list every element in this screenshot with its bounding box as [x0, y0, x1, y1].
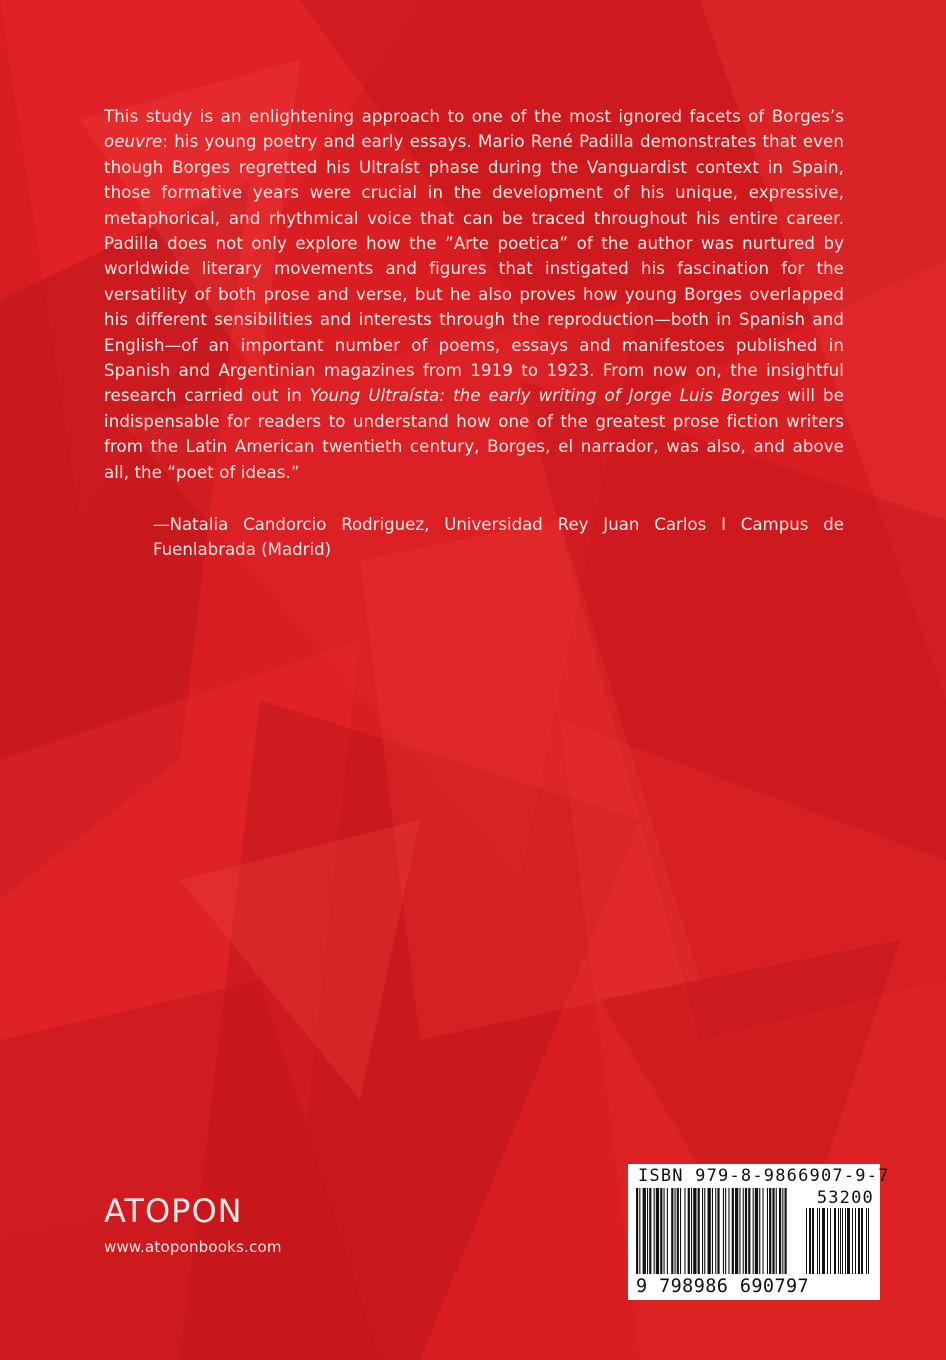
barcode-bar [702, 1188, 703, 1274]
barcode-bar [649, 1188, 651, 1274]
barcode-addon-bar [809, 1208, 811, 1274]
barcode-addon-bar [847, 1208, 850, 1274]
barcode-bar [767, 1188, 768, 1274]
barcode-bar [680, 1188, 681, 1274]
barcode-bar [753, 1188, 754, 1274]
barcode-bar [739, 1188, 740, 1274]
blurb-part-2: : his young poetry and early essays. Mario René Padilla demonstrates that even though Borges regretted his Ultraíst phase during the Vanguardist context in Spain, those formative years were crucial in the development of his unique, expressive, metaphorical, and rhythmical voice that can be traced throughout his entire career. Padilla does not only explore how the ”Arte poetica” of the author was nurtured by worldwide literary movements and figures that instigated his fascination for the versatility of both prose and verse, but he also proves how young Borges overlapped his different sensibilities and interests through the reproduction—both in Spanish and English—of an important number of poems, essays and manifestoes published in Spanish and Argentinian magazines from 1919 to 1923. From now on, the insightful research carried out in [104, 132, 844, 406]
blurb-part-3: will be indispensable for readers to understand how one of the greatest prose fiction writers from the Latin American twentieth century, Borges, el narrador, was also, and above all, the “poet of ideas.” [104, 386, 844, 482]
barcode-bars [636, 1188, 872, 1276]
barcode-bar [723, 1188, 724, 1274]
barcode-addon-bar [819, 1208, 820, 1274]
isbn-label: ISBN 979-8-9866907-9-7 [638, 1166, 890, 1186]
barcode-bar [693, 1188, 696, 1274]
barcode-addon-bar [868, 1208, 869, 1274]
blurb-text [104, 104, 844, 485]
publisher-logo: ATOPON [104, 1192, 243, 1230]
barcode-addon-bar [806, 1208, 807, 1274]
barcode-bar [677, 1188, 679, 1274]
barcode-bar [745, 1188, 747, 1274]
barcode-bar [667, 1188, 668, 1274]
barcode-bar [639, 1188, 640, 1274]
barcode-digits: 9 798986 690797 [636, 1276, 810, 1297]
blurb-italic-title: Young Ultraísta: the early writing of Jorge Luis Borges [309, 386, 780, 406]
barcode-bar [782, 1188, 783, 1274]
barcode-bar [776, 1188, 777, 1274]
barcode-addon-bar [817, 1208, 818, 1274]
barcode-bar [735, 1188, 738, 1274]
barcode-bar [755, 1188, 758, 1274]
blurb-attribution: —Natalia Candorcio Rodriguez, Universidad Rey Juan Carlos I Campus de Fuenlabrada (Madrid) [153, 515, 844, 560]
barcode-bar [712, 1188, 713, 1274]
barcode-addon-bar [834, 1208, 836, 1274]
barcode-bar [763, 1188, 764, 1274]
barcode-addon-bar [861, 1208, 863, 1274]
barcode-bar [660, 1188, 662, 1274]
barcode-addon-bar [842, 1208, 843, 1274]
barcode-bar [664, 1188, 665, 1274]
barcode-bar [688, 1188, 690, 1274]
barcode-bar [671, 1188, 673, 1274]
barcode-bar [743, 1188, 744, 1274]
barcode-bar [785, 1188, 787, 1274]
barcode-bar [643, 1188, 646, 1274]
barcode-addon-bar [830, 1208, 831, 1274]
barcode-addon-bar [852, 1208, 853, 1274]
publisher-website: www.atoponbooks.com [104, 1238, 282, 1256]
barcode-bar [715, 1188, 716, 1274]
blurb-italic-oeuvre: oeuvre [104, 132, 163, 152]
barcode-addon-bar [858, 1208, 860, 1274]
barcode-bar [654, 1188, 655, 1274]
barcode-bar [748, 1188, 750, 1274]
barcode-bar [708, 1188, 711, 1274]
barcode-addon-bar [812, 1208, 814, 1274]
barcode-addon-bar [855, 1208, 856, 1274]
barcode-bar [769, 1188, 771, 1274]
barcode-bar [691, 1188, 692, 1274]
barcode-bar [647, 1188, 648, 1274]
barcode-bar [725, 1188, 726, 1274]
price-code: 53200 [816, 1188, 874, 1208]
barcode-bar [717, 1188, 719, 1274]
barcode-addon-bar [866, 1208, 867, 1274]
barcode-bar [656, 1188, 659, 1274]
barcode-addon-bar [838, 1208, 839, 1274]
barcode-bar [732, 1188, 734, 1274]
barcode-addon-bar [827, 1208, 828, 1274]
barcode-bar [779, 1188, 781, 1274]
barcode-bar [636, 1188, 638, 1274]
barcode-bar [728, 1188, 729, 1274]
barcode-bar [684, 1188, 685, 1274]
barcode-addon-bar [822, 1208, 825, 1274]
isbn-barcode [628, 1164, 890, 1300]
barcode-addon-bar [845, 1208, 846, 1274]
barcode-bar [704, 1188, 705, 1274]
barcode-bar [772, 1188, 774, 1274]
barcode-bar [698, 1188, 700, 1274]
barcode-addon-bar [840, 1208, 841, 1274]
blurb-part-1: This study is an enlightening approach to one of the most ignored facets of Borges’s [104, 107, 844, 126]
barcode-bar [675, 1188, 676, 1274]
barcode-bar [759, 1188, 760, 1274]
